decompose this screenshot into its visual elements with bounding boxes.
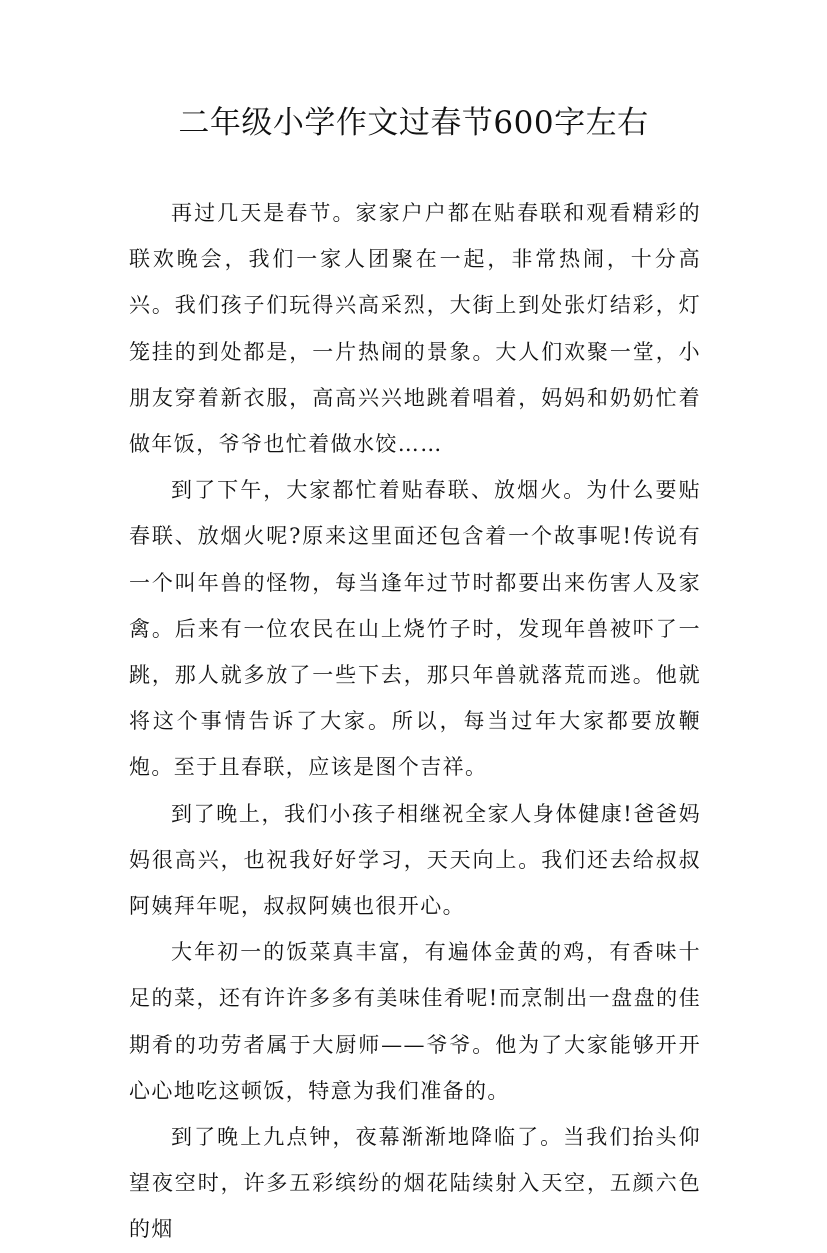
document-body (129, 190, 701, 1253)
paragraph-1: 再过几天是春节。家家户户都在贴春联和观看精彩的联欢晚会，我们一家人团聚在一起，非常热闹，十分高兴。我们孩子们玩得兴高采烈，大街上到处张灯结彩，灯笼挂的到处都是，一片热闹的景象。大人们欢聚一堂，小朋友穿着新衣服，高高兴兴地跳着唱着，妈妈和奶奶忙着做年饭，爷爷也忙着做水饺…… (129, 201, 701, 457)
paragraph-3: 到了晚上，我们小孩子相继祝全家人身体健康!爸爸妈妈很高兴，也祝我好好学习，天天向上。我们还去给叔叔阿姨拜年呢，叔叔阿姨也很开心。 (129, 801, 701, 919)
document-title: 二年级小学作文过春节600字左右 (178, 105, 649, 141)
paragraph-2: 到了下午，大家都忙着贴春联、放烟火。为什么要贴春联、放烟火呢?原来这里面还包含着一个故事呢!传说有一个叫年兽的怪物，每当逢年过节时都要出来伤害人及家禽。后来有一位农民在山上烧竹子时，发现年兽被吓了一跳，那人就多放了一些下去，那只年兽就落荒而逃。他就将这个事情告诉了大家。所以，每当过年大家都要放鞭炮。至于且春联，应该是图个吉祥。 (129, 478, 701, 780)
paragraph-4: 大年初一的饭菜真丰富，有遍体金黄的鸡，有香味十足的菜，还有许许多多有美味佳肴呢!而烹制出一盘盘的佳期肴的功劳者属于大厨师——爷爷。他为了大家能够开开心心地吃这顿饭，特意为我们准备的。 (129, 940, 701, 1103)
paragraph-5: 到了晚上九点钟，夜幕渐渐地降临了。当我们抬头仰望夜空时，许多五彩缤纷的烟花陆续射入天空，五颜六色的烟 (129, 1125, 701, 1242)
